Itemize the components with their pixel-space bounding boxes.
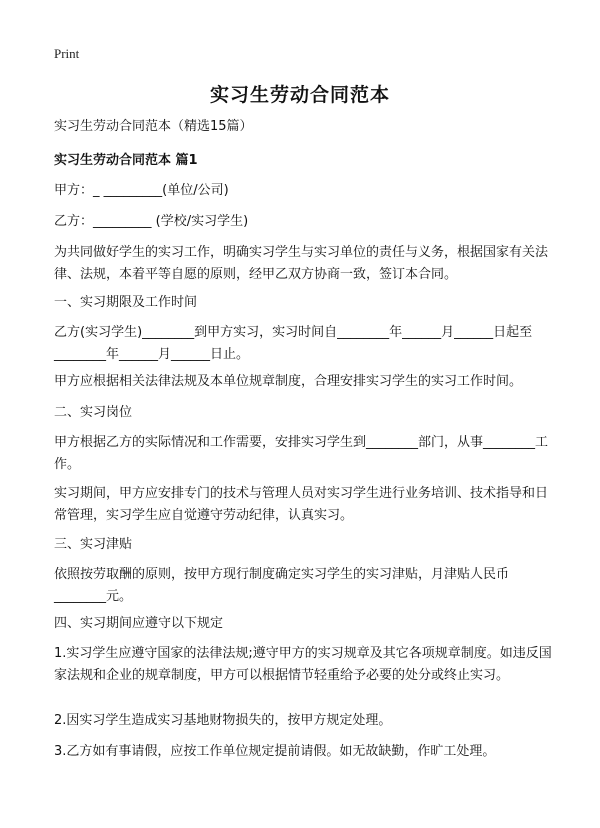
rule-1: 1.实习学生应遵守国家的法律法规;遵守甲方的实习规章及其它各项规章制度。如违反国家法规和企业的规章制度，甲方可以根据情节轻重给予必要的处分或终止实习。 xyxy=(54,646,552,683)
intro-paragraph: 为共同做好学生的实习工作，明确实习学生与实习单位的责任与义务，根据国家有关法律、法规，本着平等自愿的原则，经甲乙双方协商一致，签订本合同。 xyxy=(54,245,549,282)
section-2-paragraph-1: 甲方根据乙方的实际情况和工作需要，安排实习学生到________部门，从事________工作。 xyxy=(54,435,549,472)
print-link[interactable]: Print xyxy=(54,46,80,61)
section-2-heading: 二、实习岗位 xyxy=(54,405,133,420)
section-4-heading: 四、实习期间应遵守以下规定 xyxy=(54,616,224,631)
rule-3: 3.乙方如有事请假，应按工作单位规定提前请假。如无故缺勤，作旷工处理。 xyxy=(54,744,496,759)
rule-2: 2.因实习学生造成实习基地财物损失的，按甲方规定处理。 xyxy=(54,713,392,728)
section-1-heading: 一、实习期限及工作时间 xyxy=(54,295,198,310)
party-b-line: 乙方：_________ (学校/实习学生) xyxy=(54,214,249,229)
page-title: 实习生劳动合同范本 xyxy=(209,84,390,106)
subtitle: 实习生劳动合同范本（精选15篇） xyxy=(54,119,253,134)
section-3-paragraph-1: 依照按劳取酬的原则，按甲方现行制度确定实习学生的实习津贴，月津贴人民币________元。 xyxy=(54,567,510,604)
section-1-paragraph-1: 乙方(实习学生)________到甲方实习，实习时间自________年______月______日起至________年______月______日止。 xyxy=(54,325,533,362)
section-2-paragraph-2: 实习期间，甲方应安排专门的技术与管理人员对实习学生进行业务培训、技术指导和日常管理，实习学生应自觉遵守劳动纪律，认真实习。 xyxy=(54,486,549,523)
party-a-line: 甲方：_ _________(单位/公司) xyxy=(54,183,229,198)
section-1-paragraph-2: 甲方应根据相关法律法规及本单位规章制度，合理安排实习学生的实习工作时间。 xyxy=(54,374,523,389)
section-3-heading: 三、实习津贴 xyxy=(54,537,133,552)
article-heading: 实习生劳动合同范本 篇1 xyxy=(54,153,198,168)
